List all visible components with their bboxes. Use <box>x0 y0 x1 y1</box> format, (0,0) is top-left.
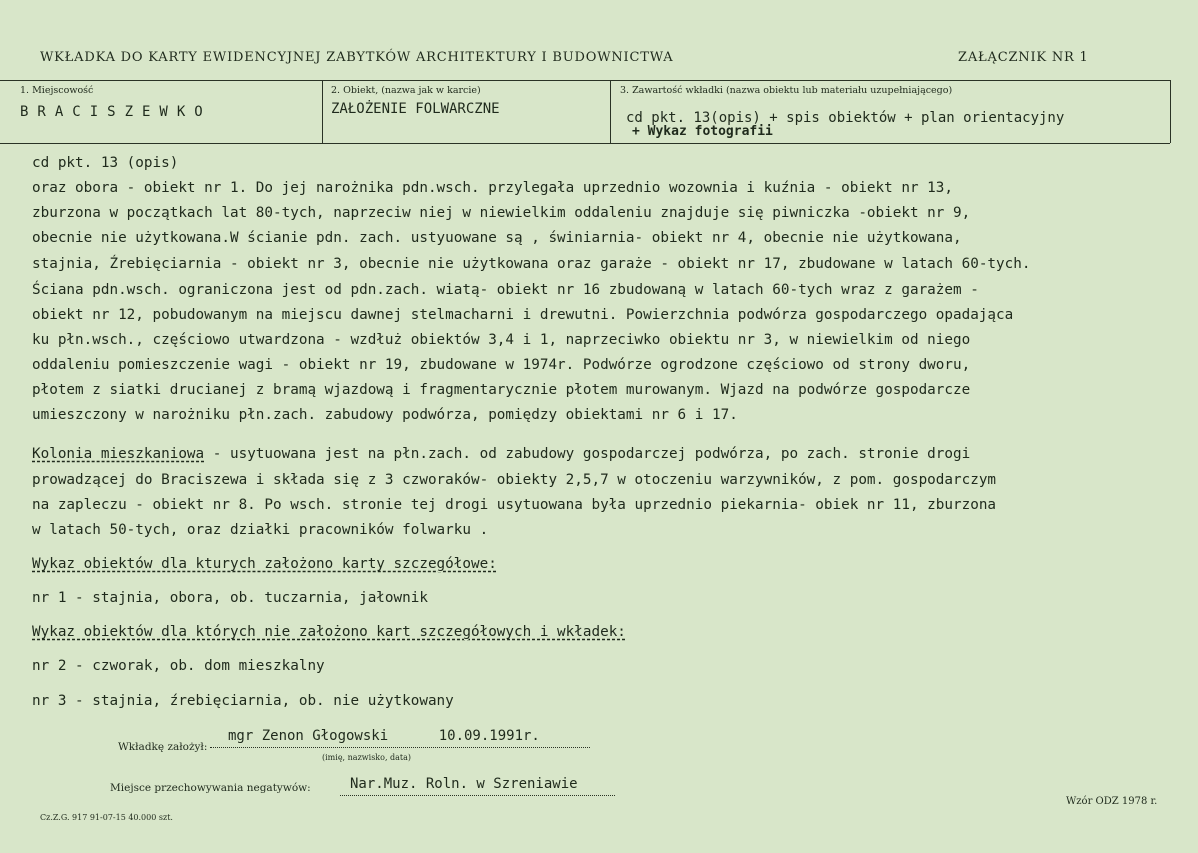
body-line: zburzona w początkach lat 80-tych, naprzeciw niej w niewielkim oddaleniu znajduje się piwniczka -obiekt nr 9, <box>32 205 971 221</box>
list-item: nr 1 - stajnia, obora, ob. tuczarnia, jałownik <box>32 590 428 606</box>
column-divider <box>322 80 323 143</box>
list-item: nr 3 - stajnia, źrebięciarnia, ob. nie użytkowany <box>32 693 454 709</box>
colony-heading: Kolonia mieszkaniowa <box>32 446 205 462</box>
list2-heading: Wykaz obiektów dla których nie założono kart szczegółowych i wkładek: <box>32 624 626 640</box>
location-label: 1. Miejscowość <box>20 85 94 96</box>
storage-value: Nar.Muz. Roln. w Szreniawie <box>350 776 578 792</box>
body-line: Ściana pdn.wsch. ograniczona jest od pdn.zach. wiatą- obiekt nr 16 zbudowaną w latach 60-tych wraz z garażem - <box>32 282 979 298</box>
created-by-value: mgr Zenon Głogowski 10.09.1991r. <box>228 728 540 744</box>
body-line: płotem z siatki drucianej z bramą wjazdową i fragmentarycznie płotem murowanym. Wjazd na podwórze gospodarcze <box>32 382 971 398</box>
annex-number: ZAŁĄCZNIK NR 1 <box>958 50 1089 65</box>
contents-value: cd pkt. 13(opis) + spis obiektów + plan orientacyjny <box>626 110 1065 126</box>
list-item: nr 2 - czworak, ob. dom mieszkalny <box>32 658 325 674</box>
body-line: na zapleczu - obiekt nr 8. Po wsch. stronie tej drogi usytuowana była uprzednio piekarnia- obiek nr 11, zburzona <box>32 497 997 513</box>
body-line: ku płn.wsch., częściowo utwardzona - wzdłuż obiektów 3,4 i 1, naprzeciwko obiektu nr 3, w niewielkim od niego <box>32 332 971 348</box>
list1-heading: Wykaz obiektów dla kturych założono karty szczegółowe: <box>32 556 497 572</box>
column-divider <box>610 80 611 143</box>
body-line: w latach 50-tych, oraz działki pracowników folwarku . <box>32 522 489 538</box>
created-by-hint: (imię, nazwisko, data) <box>322 753 412 762</box>
body-line: umieszczony w narożniku płn.zach. zabudowy podwórza, pomiędzy obiektami nr 6 i 17. <box>32 407 738 423</box>
storage-label: Miejsce przechowywania negatywów: <box>110 782 311 794</box>
contents-value-addition: + Wykaz fotografii <box>632 124 773 139</box>
table-bottom-rule <box>0 143 1170 144</box>
body-line: obecnie nie użytkowana.W ścianie pdn. zach. ustyuowane są , świniarnia- obiekt nr 4, obecnie nie użytkowana, <box>32 230 962 246</box>
colony-first-line-text: - usytuowana jest na płn.zach. od zabudowy gospodarczej podwórza, po zach. stronie drogi <box>204 446 971 462</box>
body-line: prowadzącej do Braciszewa i składa się z 3 czworaków- obiekty 2,5,7 w otoczeniu warzywników, z pom. gospodarczym <box>32 472 997 488</box>
column-divider <box>1170 80 1171 143</box>
print-code: Cz.Z.G. 917 91-07-15 40.000 szt. <box>40 813 173 822</box>
body-line: obiekt nr 12, pobudowanym na miejscu dawnej stelmacharni i drewutni. Powierzchnia podwórza gospodarczego opadająca <box>32 307 1014 323</box>
body-line: oddaleniu pomieszczenie wagi - obiekt nr 19, zbudowane w 1974r. Podwórze ogrodzone częściowo od strony dworu, <box>32 357 971 373</box>
body-line: stajnia, Źrebięciarnia - obiekt nr 3, obecnie nie użytkowana oraz garaże - obiekt nr 17, zbudowane w latach 60-tych. <box>32 256 1031 272</box>
colony-paragraph-first-line <box>32 446 970 462</box>
object-label: 2. Obiekt, (nazwa jak w karcie) <box>331 85 481 96</box>
storage-line <box>340 795 615 796</box>
body-line: oraz obora - obiekt nr 1. Do jej narożnika pdn.wsch. przylegała uprzednio wozownia i kuźnia - obiekt nr 13, <box>32 180 953 196</box>
table-top-rule <box>0 80 1170 81</box>
contents-label: 3. Zawartość wkładki (nazwa obiektu lub materiału uzupełniającego) <box>620 85 953 96</box>
location-value: BRACISZEWKO <box>20 104 212 120</box>
form-title: WKŁADKA DO KARTY EWIDENCYJNEJ ZABYTKÓW ARCHITEKTURY I BUDOWNICTWA <box>40 50 674 65</box>
object-value: ZAŁOŻENIE FOLWARCZNE <box>331 101 500 117</box>
body-line: cd pkt. 13 (opis) <box>32 155 179 171</box>
template-version: Wzór ODZ 1978 r. <box>1066 796 1158 807</box>
created-by-label: Wkładkę założył: <box>118 741 208 753</box>
signature-line <box>210 747 590 748</box>
